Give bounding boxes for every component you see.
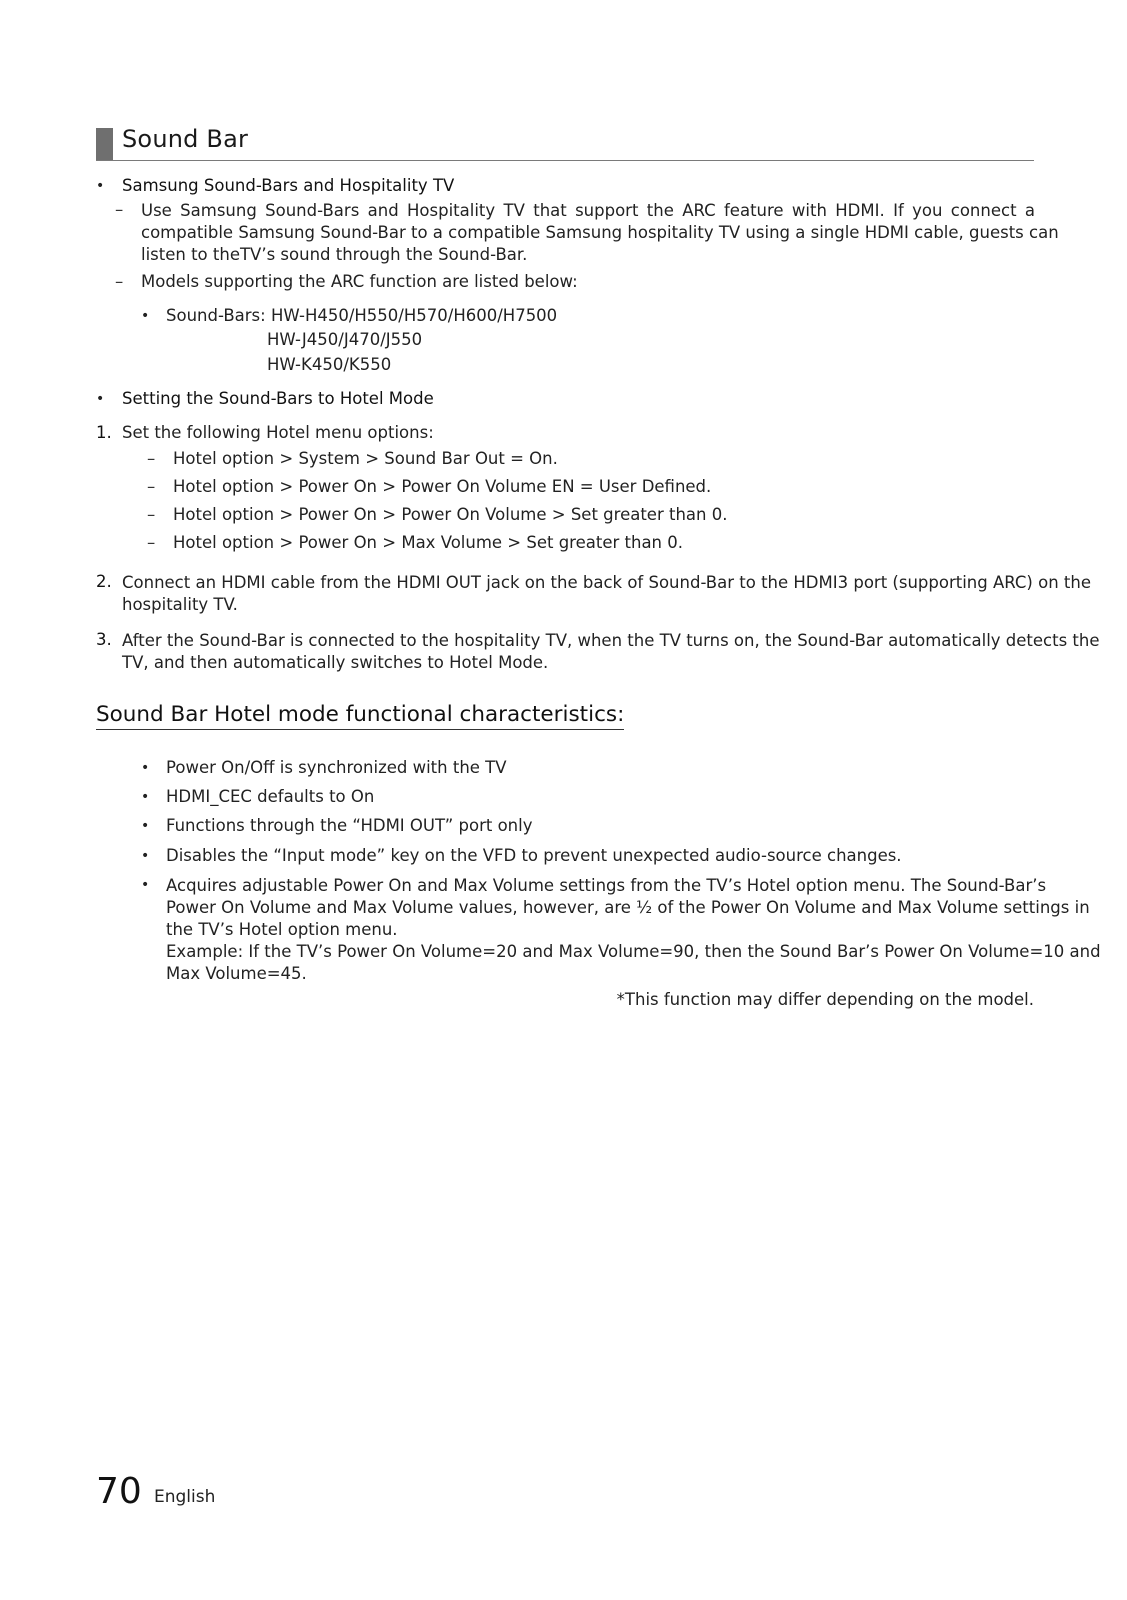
bullet-icon: • <box>96 178 105 194</box>
page-number: 70 <box>96 1471 142 1512</box>
step-3-text <box>122 630 1100 674</box>
arc-description-line: Use Samsung Sound-Bars and Hospitality TV that support the ARC feature with HDMI. If you connect a <box>141 201 1035 220</box>
characteristic-line: the TV’s Hotel option menu. <box>166 920 398 939</box>
dash-icon: – <box>147 449 156 468</box>
characteristic-line: Power On Volume and Max Volume values, however, are ½ of the Power On Volume and Max Volume settings in <box>166 898 1090 917</box>
hotel-option-item: Hotel option > Power On > Power On Volume EN = User Defined. <box>173 477 712 496</box>
hotel-option-item: Hotel option > Power On > Power On Volume > Set greater than 0. <box>173 505 728 524</box>
characteristic-item: Functions through the “HDMI OUT” port only <box>166 816 533 835</box>
bullet-icon: • <box>141 789 150 805</box>
models-sound-bars: Sound-Bars: HW-H450/H550/H570/H600/H7500 <box>166 306 558 325</box>
step-2-line: hospitality TV. <box>122 595 238 614</box>
arc-description-line: compatible Samsung Sound-Bar to a compatible Samsung hospitality TV using a single HDMI cable, guests can <box>141 223 1059 242</box>
characteristic-item: HDMI_CEC defaults to On <box>166 787 375 806</box>
arc-description-line: listen to theTV’s sound through the Sound-Bar. <box>141 245 528 264</box>
example-line: Example: If the TV’s Power On Volume=20 and Max Volume=90, then the Sound Bar’s Power On Volume=10 and <box>166 942 1101 961</box>
bullet-icon: • <box>141 848 150 864</box>
bullet-title-hotel-mode: Setting the Sound-Bars to Hotel Mode <box>122 389 434 408</box>
bullet-icon: • <box>141 877 150 893</box>
step-number: 1. <box>96 423 112 442</box>
step-3-line: After the Sound-Bar is connected to the hospitality TV, when the TV turns on, the Sound-Bar automatically detects the <box>122 631 1100 650</box>
dash-icon: – <box>147 533 156 552</box>
example-line: Max Volume=45. <box>166 964 307 983</box>
step-2-text <box>122 572 1091 616</box>
subheading-wrap <box>96 702 624 730</box>
models-intro: Models supporting the ARC function are listed below: <box>141 272 578 291</box>
characteristic-item-volume <box>166 875 1101 985</box>
characteristic-line: Acquires adjustable Power On and Max Volume settings from the TV’s Hotel option menu. The Sound-Bar’s <box>166 876 1047 895</box>
model-note: *This function may differ depending on the model. <box>616 990 1034 1009</box>
bullet-icon: • <box>141 308 150 324</box>
dash-icon: – <box>147 505 156 524</box>
hotel-option-item: Hotel option > Power On > Max Volume > Set greater than 0. <box>173 533 684 552</box>
characteristic-item: Power On/Off is synchronized with the TV <box>166 758 507 777</box>
step-1-text: Set the following Hotel menu options: <box>122 423 434 442</box>
hotel-option-item: Hotel option > System > Sound Bar Out = On. <box>173 449 558 468</box>
characteristic-item: Disables the “Input mode” key on the VFD to prevent unexpected audio-source changes. <box>166 846 902 865</box>
section-marker-bar <box>96 128 113 160</box>
characteristics-heading: Sound Bar Hotel mode functional characteristics: <box>96 702 624 730</box>
models-j-series: HW-J450/J470/J550 <box>267 330 423 349</box>
section-header <box>96 122 1034 161</box>
dash-icon: – <box>147 477 156 496</box>
dash-icon: – <box>115 200 124 219</box>
step-number: 2. <box>96 572 112 591</box>
bullet-icon: • <box>141 818 150 834</box>
section-title: Sound Bar <box>122 125 249 153</box>
step-2-line: Connect an HDMI cable from the HDMI OUT jack on the back of Sound-Bar to the HDMI3 port (supporting ARC) on the <box>122 573 1091 592</box>
step-number: 3. <box>96 630 112 649</box>
dash-icon: – <box>115 272 124 291</box>
bullet-icon: • <box>96 391 105 407</box>
bullet-title-hospitality: Samsung Sound-Bars and Hospitality TV <box>122 176 455 195</box>
models-k-series: HW-K450/K550 <box>267 355 392 374</box>
arc-description <box>141 200 1059 266</box>
step-3-line: TV, and then automatically switches to Hotel Mode. <box>122 653 549 672</box>
bullet-icon: • <box>141 760 150 776</box>
page-language: English <box>154 1487 216 1507</box>
